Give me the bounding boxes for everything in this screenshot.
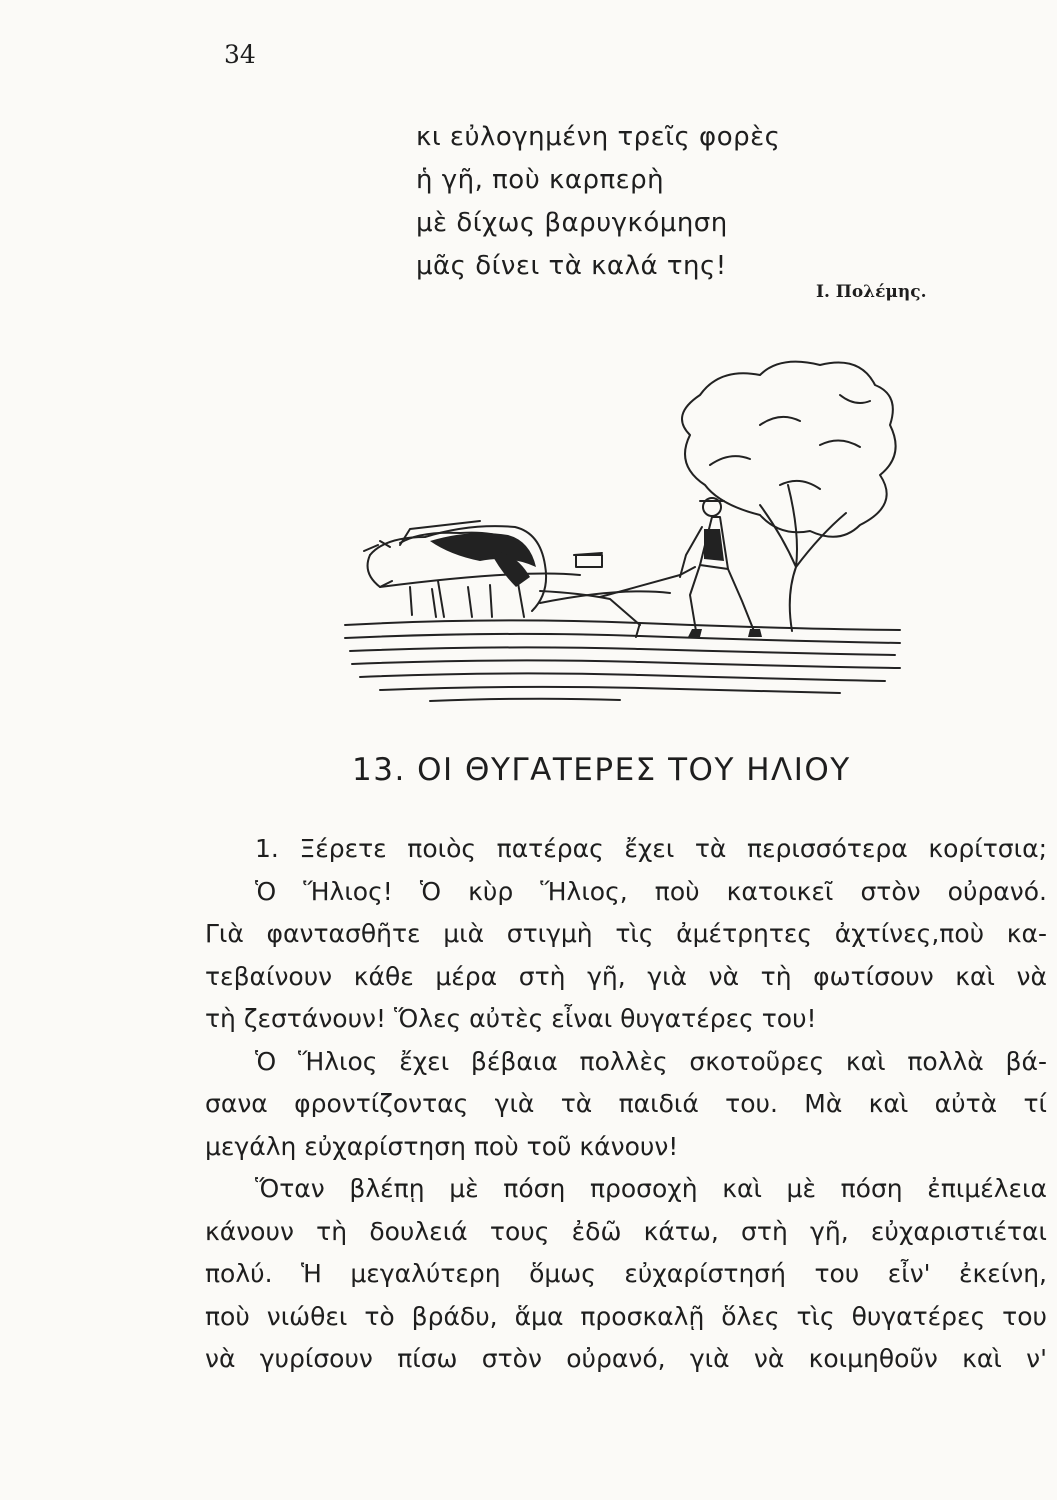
text-line: κάνουν τὴ δουλειά τους ἐδῶ κάτω, στὴ γῆ, εὐχαριστιέται [205, 1216, 1047, 1246]
text-line: 1. Ξέρετε ποιὸς πατέρας ἔχει τὰ περισσότερα κορίτσια; [255, 834, 1047, 863]
poem-line: ἡ γῆ, ποὺ καρπερὴ [416, 165, 665, 195]
text-line: σανα φροντίζοντας γιὰ τὰ παιδιά του. Μὰ καὶ αὐτὰ τί [205, 1089, 1047, 1118]
text-line: μεγάλη εὐχαρίστηση ποὺ τοῦ κάνουν! [205, 1131, 679, 1161]
text-line: τεβαίνουν κάθε μέρα στὴ γῆ, γιὰ νὰ τὴ φωτίσουν καὶ νὰ [205, 961, 1047, 991]
text-line: νὰ γυρίσουν πίσω στὸν οὐρανό, γιὰ νὰ κοιμηθοῦν καὶ ν' [205, 1344, 1047, 1373]
poem-line: μὲ δίχως βαρυγκόμηση [416, 208, 728, 238]
text-line: Ὅταν βλέπῃ μὲ πόση προσοχὴ καὶ μὲ πόση ἐπιμέλεια [255, 1174, 1047, 1203]
chapter-title: 13. ΟΙ ΘΥΓΑΤΕΡΕΣ ΤΟΥ ΗΛΙΟΥ [352, 752, 851, 788]
page-number: 34 [224, 40, 256, 69]
text-line: πολύ. Ἡ μεγαλύτερη ὅμως εὐχαρίστησή του εἶν' ἐκείνη, [205, 1259, 1047, 1288]
text-line: Ὁ Ἥλιος ἔχει βέβαια πολλὲς σκοτοῦρες καὶ πολλὰ βά- [255, 1046, 1047, 1076]
poem-line: μᾶς δίνει τὰ καλά της! [416, 251, 727, 281]
text-line: ποὺ νιώθει τὸ βράδυ, ἅμα προσκαλῇ ὅλες τὶς θυγατέρες του [205, 1301, 1047, 1331]
body-text [205, 828, 1047, 1381]
poem-line: κι εὐλογημένη τρεῖς φορὲς [416, 122, 781, 152]
text-line: Ὁ Ἥλιος! Ὁ κὺρ Ἥλιος, ποὺ κατοικεῖ στὸν οὐρανό. [255, 876, 1047, 906]
text-line: τὴ ζεστάνουν! Ὅλες αὐτὲς εἶναι θυγατέρες του! [205, 1004, 817, 1033]
ploughing-farmer-oxen-tree-illustration [340, 355, 905, 715]
text-line: Γιὰ φαντασθῆτε μιὰ στιγμὴ τὶς ἀμέτρητες ἀχτίνες,ποὺ κα- [205, 919, 1047, 948]
poem-stanza [416, 116, 780, 288]
poem-author: Ι. Πολέμης. [816, 282, 927, 302]
